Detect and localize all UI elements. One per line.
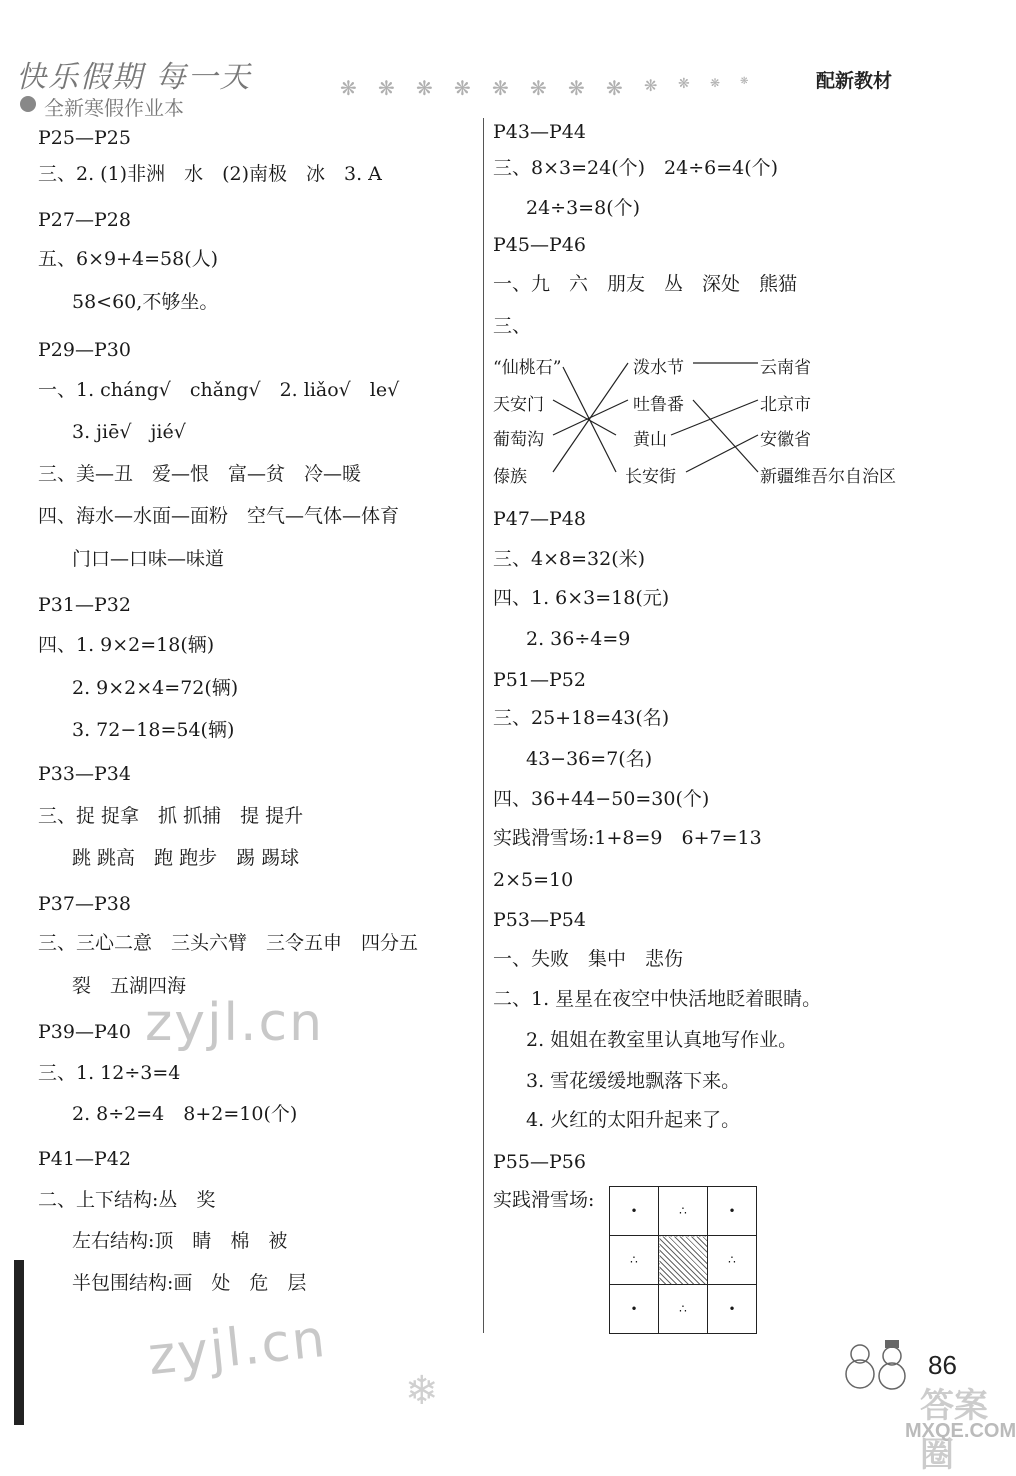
snowflake-icon: ❋ <box>740 76 749 87</box>
match-right-item: 安徽省 <box>760 430 811 450</box>
grid-cell: ∴ <box>610 1236 659 1285</box>
match-left-item: 天安门 <box>493 395 544 415</box>
page-range-heading: P25—P25 <box>38 127 131 149</box>
match-line <box>693 400 758 472</box>
snowman-illustration-icon <box>838 1338 918 1398</box>
answer-line: 三、2. (1)非洲 水 (2)南极 冰 3. A <box>38 163 382 185</box>
answer-line: 左右结构:顶 睛 棉 被 <box>72 1230 288 1252</box>
page-range-heading: P39—P40 <box>38 1021 131 1043</box>
answer-line: 2×5=10 <box>493 869 574 891</box>
match-middle-item: 吐鲁番 <box>633 395 684 415</box>
snowflake-icon: ❄ <box>405 1368 439 1414</box>
answer-line: 3. 雪花缓缓地飘落下来。 <box>526 1070 741 1092</box>
answer-line: 五、6×9+4=58(人) <box>38 248 219 270</box>
answer-line: 三、4×8=32(米) <box>493 548 646 570</box>
answer-line: 跳 跳高 跑 跑步 踢 踢球 <box>72 847 300 869</box>
page-range-heading: P47—P48 <box>493 508 586 530</box>
answer-line: 二、1. 星星在夜空中快活地眨着眼睛。 <box>493 988 822 1010</box>
answer-line: 一、九 六 朋友 丛 深处 熊猫 <box>493 273 798 295</box>
page-range-heading: P43—P44 <box>493 121 586 143</box>
match-left-item: 葡萄沟 <box>493 430 544 450</box>
match-line <box>686 435 758 472</box>
answer-line: 实践滑雪场: <box>493 1189 595 1211</box>
match-middle-item: 长安街 <box>625 467 676 487</box>
snowflake-icon: ❋ <box>678 76 690 92</box>
answer-line: 4. 火红的太阳升起来了。 <box>526 1109 741 1131</box>
match-left-item: 傣族 <box>493 467 527 487</box>
answer-line: 一、1. cháng√ chǎng√ 2. liǎo√ le√ <box>38 379 400 401</box>
grid-cell: ∴ <box>659 1187 708 1236</box>
answer-line: 三、捉 捉拿 抓 抓捕 提 提升 <box>38 805 304 827</box>
match-line <box>671 400 758 435</box>
page-range-heading: P55—P56 <box>493 1151 586 1173</box>
header-edition-label: 配新教材 <box>815 70 892 92</box>
answer-line: 43−36=7(名) <box>526 748 653 770</box>
match-right-item: 新疆维吾尔自治区 <box>760 467 896 487</box>
answer-line: 三、25+18=43(名) <box>493 707 670 729</box>
match-line <box>553 363 628 472</box>
match-left-item: “仙桃石” <box>493 358 562 378</box>
grid-cell: • <box>708 1285 757 1334</box>
page-range-heading: P53—P54 <box>493 909 586 931</box>
corner-url-watermark: MXQE.COM <box>905 1420 1016 1442</box>
answer-line: 二、上下结构:丛 奖 <box>38 1189 216 1211</box>
page-range-heading: P45—P46 <box>493 234 586 256</box>
answer-line: 裂 五湖四海 <box>72 975 187 997</box>
answer-line: 2. 36÷4=9 <box>526 628 631 650</box>
answer-line: 三、1. 12÷3=4 <box>38 1062 181 1084</box>
snowflake-icon: ❋ <box>340 76 357 100</box>
answer-line: 三、美—丑 爱—恨 富—贫 冷—暖 <box>38 463 362 485</box>
answer-line: 2. 9×2×4=72(辆) <box>72 677 239 699</box>
answer-line: 四、1. 6×3=18(元) <box>493 587 670 609</box>
snowflake-icon: ❋ <box>644 76 658 95</box>
page-range-heading: P29—P30 <box>38 339 131 361</box>
grid-cell: • <box>610 1187 659 1236</box>
answer-line: 三、 <box>493 315 532 337</box>
page-range-heading: P33—P34 <box>38 763 131 785</box>
snowflake-icon: ❋ <box>530 76 547 100</box>
corner-logo-watermark: 答案圈 <box>920 1386 988 1475</box>
answer-line: 实践滑雪场:1+8=9 6+7=13 <box>493 827 762 849</box>
answer-line: 2. 姐姐在教室里认真地写作业。 <box>526 1029 798 1051</box>
grid-cell: ∴ <box>708 1236 757 1285</box>
page-range-heading: P41—P42 <box>38 1148 131 1170</box>
watermark: zyjl.cn <box>145 1308 330 1388</box>
header-bullet-icon <box>20 96 36 112</box>
answer-line: 四、36+44−50=30(个) <box>493 788 710 810</box>
watermark: zyjl.cn <box>145 993 325 1053</box>
answer-line: 门口—口味—味道 <box>72 548 225 570</box>
match-line <box>553 400 616 435</box>
header-title: 快乐假期 每一天 <box>16 60 252 95</box>
match-right-item: 北京市 <box>760 395 811 415</box>
answer-line: 三、三心二意 三头六臂 三令五申 四分五 <box>38 932 419 954</box>
match-right-item: 云南省 <box>760 358 811 378</box>
answer-line: 四、海水—水面—面粉 空气—气体—体育 <box>38 505 400 527</box>
answer-line: 2. 8÷2=4 8+2=10(个) <box>72 1103 298 1125</box>
answer-line: 半包围结构:画 处 危 层 <box>72 1272 307 1294</box>
answer-line: 3. 72−18=54(辆) <box>72 719 235 741</box>
match-middle-item: 泼水节 <box>633 358 684 378</box>
answer-line: 24÷3=8(个) <box>526 197 641 219</box>
snowflake-icon: ❋ <box>416 76 433 100</box>
grid-cell: ∴ <box>659 1285 708 1334</box>
snowflake-icon: ❋ <box>378 76 395 100</box>
page-range-heading: P51—P52 <box>493 669 586 691</box>
snowflake-icon: ❋ <box>606 76 623 100</box>
snowflake-icon: ❋ <box>710 76 721 90</box>
snowflake-icon: ❋ <box>568 76 585 100</box>
page-number: 86 <box>928 1350 957 1380</box>
answer-line: 一、失败 集中 悲伤 <box>493 948 684 970</box>
grid-cell-shaded <box>659 1236 708 1285</box>
header-subtitle: 全新寒假作业本 <box>44 96 184 120</box>
column-divider <box>483 118 484 1333</box>
answer-line: 三、8×3=24(个) 24÷6=4(个) <box>493 157 779 179</box>
grid-cell: • <box>610 1285 659 1334</box>
grid-cell: • <box>708 1187 757 1236</box>
page-range-heading: P27—P28 <box>38 209 131 231</box>
match-middle-item: 黄山 <box>633 430 667 450</box>
page-range-heading: P37—P38 <box>38 893 131 915</box>
page-edge-shadow <box>14 1260 24 1425</box>
snowflake-icon: ❋ <box>454 76 471 100</box>
answer-line: 3. jiē√ jié√ <box>72 421 186 443</box>
answer-line: 58<60,不够坐。 <box>72 291 219 313</box>
answer-line: 四、1. 9×2=18(辆) <box>38 634 215 656</box>
page-range-heading: P31—P32 <box>38 594 131 616</box>
snowflake-icon: ❋ <box>492 76 509 100</box>
dot-grid <box>609 1186 757 1334</box>
